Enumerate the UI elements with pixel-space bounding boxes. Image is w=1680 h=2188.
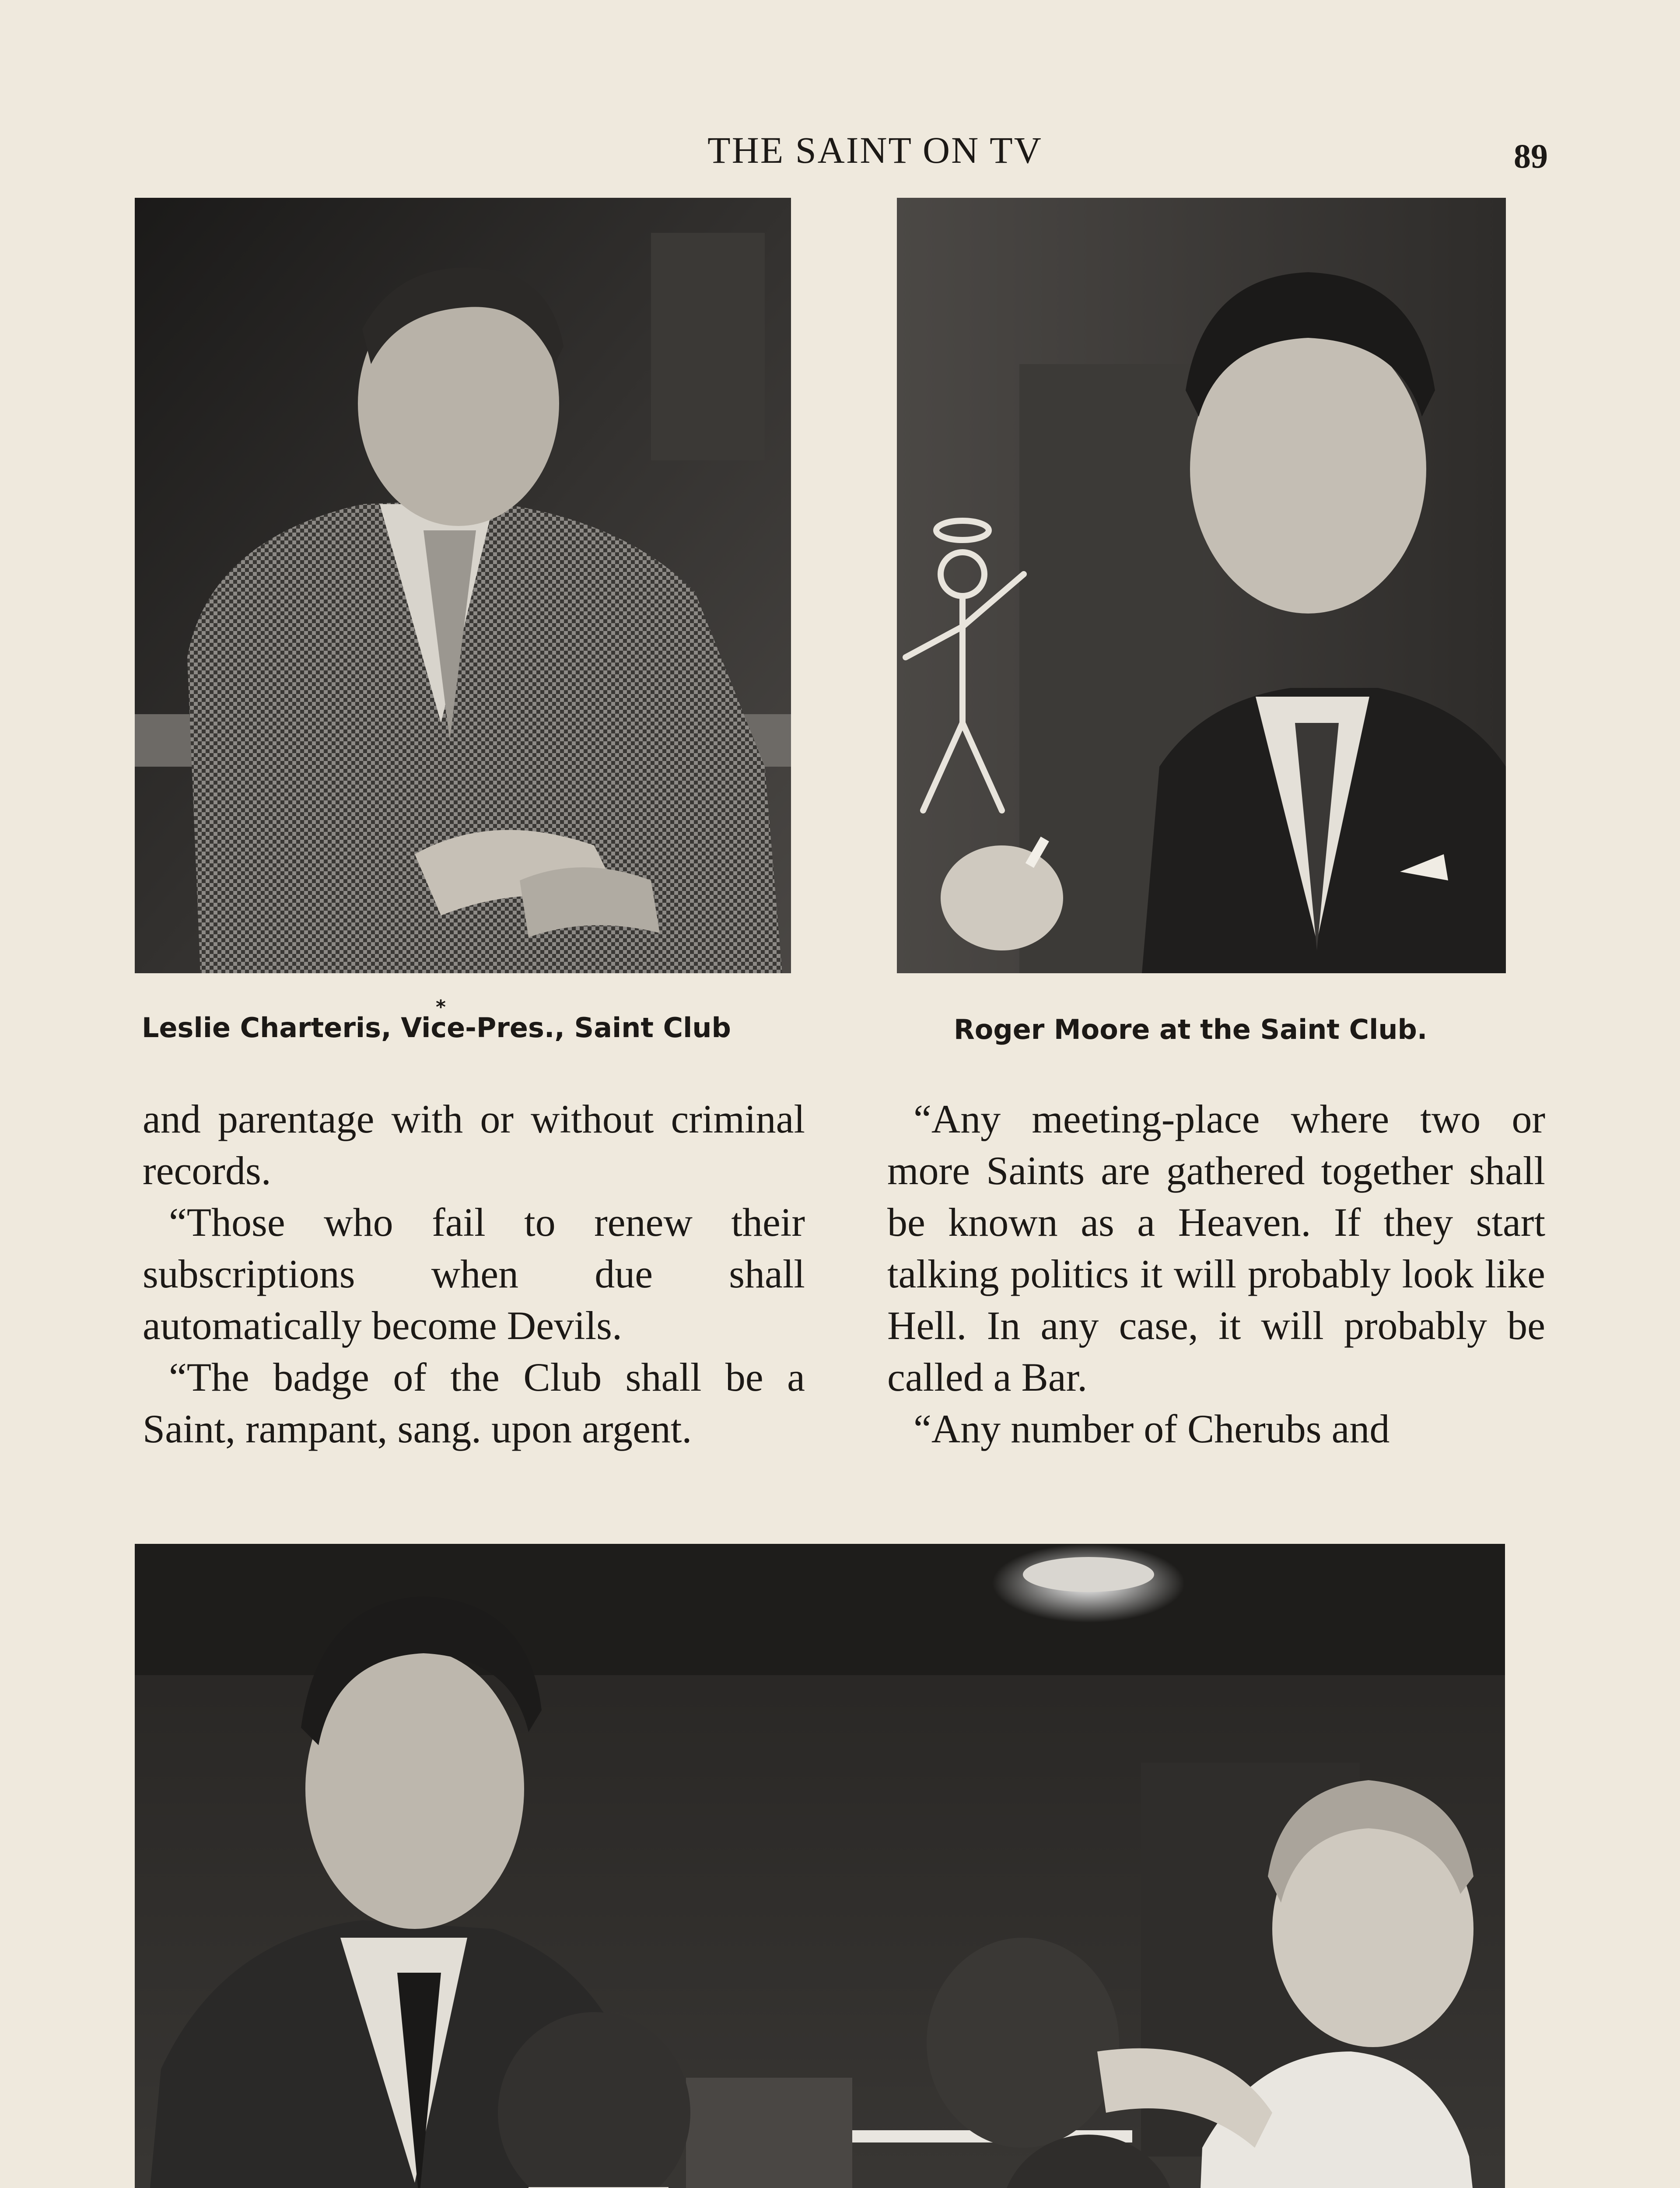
text-column-left	[143, 1093, 805, 1455]
caption-asterisk: *	[436, 996, 446, 1018]
paragraph: “Any number of Cherubs and	[914, 1406, 1390, 1451]
photo-boxing	[135, 1544, 1505, 2188]
paragraph: “The badge of the Club shall be a Saint, rampant, sang. upon argent.	[143, 1355, 805, 1451]
caption-charteris-text: Leslie Charteris, Vice-Pres., Saint Club	[142, 1012, 731, 1044]
photo-moore-image	[897, 198, 1506, 973]
text-column-right	[887, 1093, 1545, 1455]
page-number: 89	[1514, 137, 1548, 175]
caption-charteris	[142, 996, 731, 1044]
photo-roger-moore	[897, 198, 1506, 973]
caption-moore: Roger Moore at the Saint Club.	[954, 1013, 1428, 1045]
paragraph: and parentage with or without criminal records.	[143, 1097, 805, 1193]
paragraph: “Any meeting-place where two or more Saints are gathered together shall be known as a Heaven. If they start talking politics it will probably look like Hell. In any case, it will probably be called a Bar.	[887, 1097, 1545, 1399]
photo-boxing-image	[135, 1544, 1505, 2188]
paragraph: “Those who fail to renew their subscriptions when due shall automatically become Devils.	[143, 1200, 805, 1348]
running-title: THE SAINT ON TV	[707, 129, 1043, 171]
photo-leslie-charteris	[135, 198, 791, 973]
photo-charteris-image	[135, 198, 791, 973]
